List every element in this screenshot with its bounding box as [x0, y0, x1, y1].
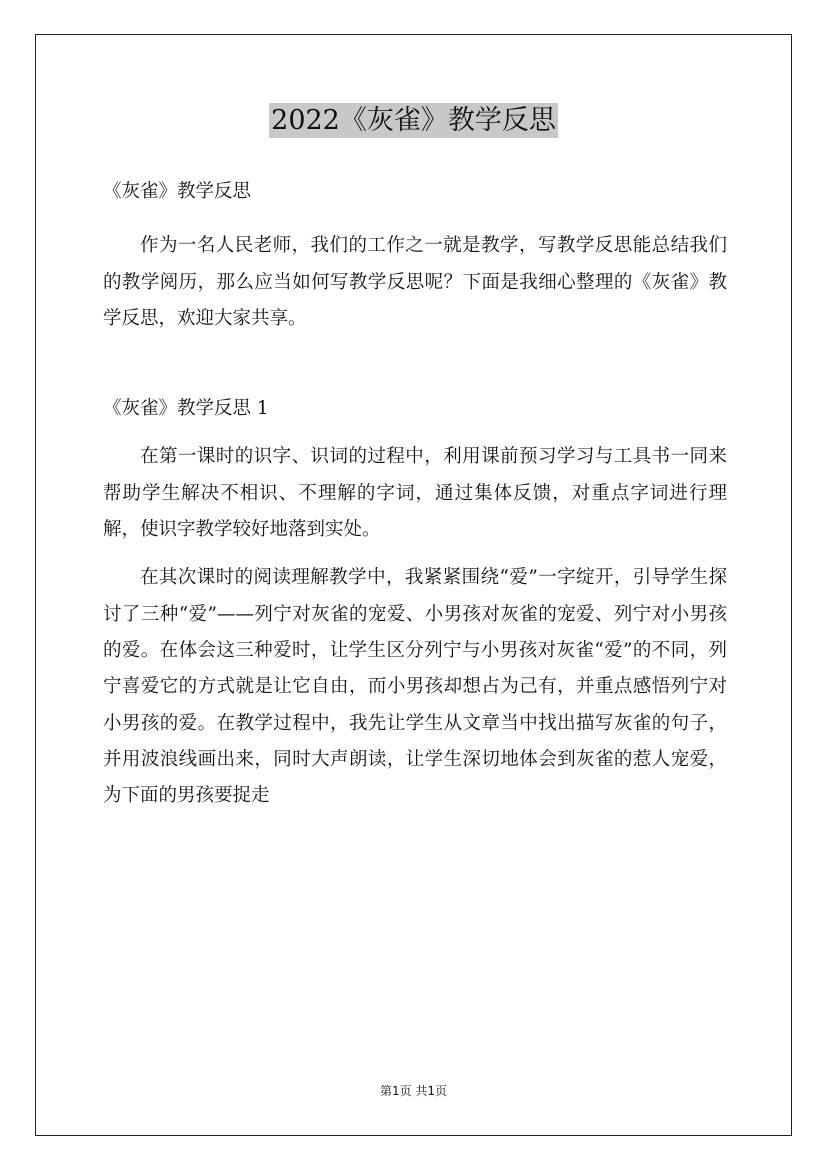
intro-heading: 《灰雀》教学反思	[103, 181, 252, 202]
document-title	[0, 98, 827, 144]
intro-paragraph: 作为一名人民老师，我们的工作之一就是教学，写教学反思能总结我们的教学阅历，那么应当如何写教学反思呢？下面是我细心整理的《灰雀》教学反思，欢迎大家共享。	[103, 235, 727, 329]
document-title-text: 2022《灰雀》教学反思	[271, 105, 556, 136]
section1-heading: 《灰雀》教学反思 1	[103, 398, 269, 420]
section1-paragraph-1: 在第一课时的识字、识词的过程中，利用课前预习学习与工具书一同来帮助学生解决不相识、不理解的字词，通过集体反馈，对重点字词进行理解，使识字教学较好地落到实处。	[103, 446, 727, 541]
section1-paragraph-2: 在其次课时的阅读理解教学中，我紧紧围绕“爱”一字绽开，引导学生探讨了三种“爱”——列宁对灰雀的宠爱、小男孩对灰雀的宠爱、列宁对小男孩的爱。在体会这三种爱时，让学生区分列宁与小男孩对灰雀“爱”的不同，列宁喜爱它的方式就是让它自由，而小男孩却想占为己有，并重点感悟列宁对小男孩的爱。在教学过程中，我先让学生从文章当中找出描写灰雀的句子，并用波浪线画出来，同时大声朗读，让学生深切地体会到灰雀的惹人宠爱，为下面的男孩要捉走	[103, 567, 727, 807]
section-spacer	[103, 337, 727, 391]
page-footer: 第1页 共1页	[379, 1084, 448, 1098]
document-body	[103, 174, 727, 814]
